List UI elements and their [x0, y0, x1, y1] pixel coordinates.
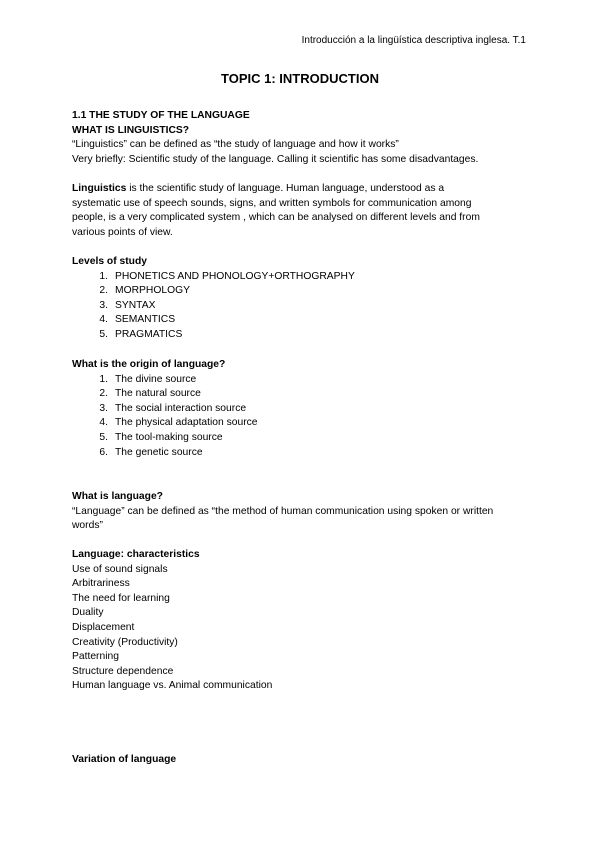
characteristics-heading: Language: characteristics — [72, 549, 200, 560]
origin-list — [72, 373, 258, 461]
running-header: Introducción a la lingüística descriptiva inglesa. T.1 — [301, 35, 526, 46]
brief-line: Very briefly: Scientific study of the language. Calling it scientific has some disadvantages. — [72, 153, 479, 165]
list-item: 5. The tool-making source — [99, 431, 223, 443]
linguistics-line-1: is the scientific study of language. Human language, understood as a — [126, 183, 445, 194]
language-heading: What is language? — [72, 491, 163, 502]
characteristic-item: Human language vs. Animal communication — [72, 680, 273, 692]
list-item: 6. The genetic source — [99, 446, 203, 458]
list-item: 1. The divine source — [99, 373, 197, 385]
levels-heading: Levels of study — [72, 256, 147, 267]
variation-of-language — [72, 753, 176, 768]
levels-list — [72, 270, 355, 343]
origin-of-language — [72, 358, 258, 460]
list-item: 4. The physical adaptation source — [99, 417, 258, 429]
language-line-2: words” — [72, 520, 103, 532]
linguistics-term: Linguistics — [72, 183, 127, 194]
linguistics-line-2: systematic use of speech sounds, signs, and written symbols for communication among — [72, 197, 472, 209]
origin-heading: What is the origin of language? — [72, 359, 226, 370]
section-heading: 1.1 THE STUDY OF THE LANGUAGE — [72, 110, 250, 121]
list-item: 3. SYNTAX — [99, 299, 156, 311]
characteristic-item: The need for learning — [72, 592, 170, 604]
list-item: 2. MORPHOLOGY — [99, 285, 190, 297]
definition-line: “Linguistics” can be defined as “the study of language and how it works” — [72, 139, 399, 151]
list-item: 2. The natural source — [99, 388, 201, 400]
linguistics-paragraph — [72, 182, 528, 240]
list-item: 1. PHONETICS AND PHONOLOGY+ORTHOGRAPHY — [99, 270, 355, 282]
section-subheading: WHAT IS LINGUISTICS? — [72, 124, 190, 136]
linguistics-line-3: people, is a very complicated system , which can be analysed on different levels and from — [72, 212, 480, 224]
levels-of-study — [72, 255, 355, 343]
language-characteristics — [72, 548, 272, 694]
characteristic-item: Creativity (Productivity) — [72, 636, 178, 648]
characteristic-item: Use of sound signals — [72, 563, 168, 575]
characteristic-item: Displacement — [72, 621, 135, 633]
variation-heading: Variation of language — [72, 754, 177, 765]
list-item: 3. The social interaction source — [99, 402, 247, 414]
section-1-1 — [72, 109, 478, 167]
characteristic-item: Structure dependence — [72, 665, 174, 677]
list-item: 4. SEMANTICS — [99, 314, 176, 326]
characteristic-item: Arbitrariness — [72, 578, 130, 590]
characteristic-item: Patterning — [72, 651, 119, 663]
linguistics-line-4: various points of view. — [72, 226, 173, 238]
page-title: TOPIC 1: INTRODUCTION — [221, 71, 379, 86]
what-is-language — [72, 490, 493, 534]
characteristic-item: Duality — [72, 607, 104, 619]
language-line-1: “Language” can be defined as “the method of human communication using spoken or written — [72, 505, 494, 517]
list-item: 5. PRAGMATICS — [99, 328, 183, 340]
